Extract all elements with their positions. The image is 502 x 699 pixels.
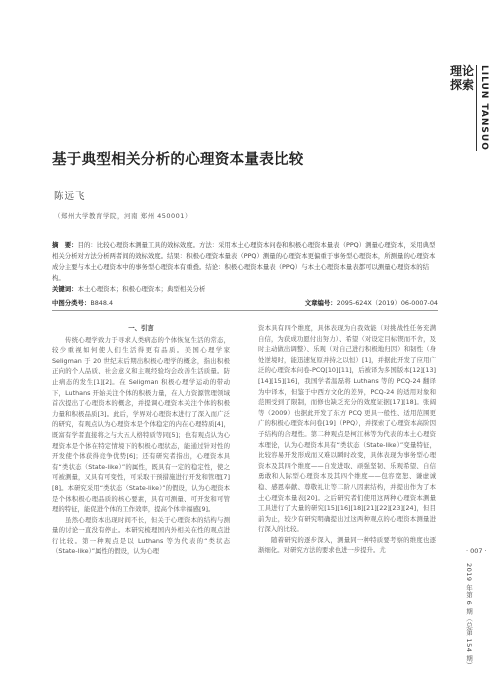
clc-value: B848.4	[90, 299, 114, 307]
body-paragraph: 随着研究的逐步深入，测量同一种特质要考察的维度也逐渐细化。对研究方法的要求也进一步提升。尤	[258, 535, 436, 555]
doc-id	[305, 298, 438, 307]
affiliation: （郑州大学教育学院，河南 郑州 450001）	[54, 212, 192, 220]
body-paragraph: 资本具有四个维度，具体表现为自我效能（对挑战性任务充满自信，为获成功愿付出努力）、希望（对设定目标锲而不舍，及时主动做出调整）、乐观（对自己进行积极地归因）和韧性（身处逆境时，能迅速复原并持之以恒）[1]，并据此开发了应用广泛的心理资本问卷-PCQ[10][11]，后被译为多国版本[12][13][14][15][16]，我国学者温磊将 Luthans 等的 PCQ-24 翻译为中译本，但鉴于中西方文化的差异，PCQ-24 的适用对象和范围受到了限制，而修也缺乏充分的效度证据[17][18]。张阔等（2009）也据此开发了东方 PCQ 更具一般性、适用范围更广的积极心理资本问卷[19]（PPQ），并探索了心理资本高阶因子结构的合理性。第二种观点是柯江林等为代表的本土心理资本理论，认为心理资本具有“类状态（State-like）”变量特征，比较容易开发形成而又难以瞬时改变，具体表现为事务型心理资本及其四个维度——自发进取、顽强坚韧、乐观希望、自信勇敢和人际型心理资本及其四个维度——包容宽恕、谦虚诚稳、感恩奉献、尊敬礼让等二阶八因素结构，并提出作为了本土心理资本量表[20]。之后研究者们使用这两种心理资本测量工具进行了大量的研究[15][16][18][21][22][23][24]，但目前为止，较少有研究明确提出过这两种观点的心理资本测量进行深入的比较。	[258, 324, 436, 534]
keywords-label: 关键词：	[52, 285, 78, 293]
doc-id-value: 2095-624X（2019）06-0007-04	[336, 299, 438, 307]
keywords	[52, 284, 438, 295]
section-label-en: LILUN TANSUO	[476, 65, 489, 151]
abstract	[52, 240, 438, 284]
clc-label: 中图分类号：	[52, 299, 91, 307]
author: 陈远飞	[54, 191, 86, 202]
right-column	[258, 323, 436, 556]
body-paragraph: 传统心理学致力于寻求人类病态的个体恢复生活的常态，较少重视如何使人们生活得更有品质。美国心理学家 Seligman 于 20 世纪末后期出积极心理学的概念，指出积极正向的个人品质、社会意义和主观经验均会改善生活质量。防止病态的发生[1][2]。在 Seligman 积极心理学运动的带动下，Luthans 开始关注个体的积极力量，在人力资源管理领域首次提出了心理资本的概念，并提调心理资本关注个体的积极力量和积极品质[3]。此后，学界对心理资本进行了深入而广泛的研究，有观点认为心理资本是个体稳定的内在心理特质[4]，既富有学者直接将之与大五人格特质等同[5]；也有观点认为心理资本是个体在特定情境下的积极心理状态，能通过针对性的开发使个体获得竞争优势[6]；还有研究者指出，心理资本具有“类状态（State-like）”的属性，既具有一定的稳定性，使之可被测量，又具有可变性，可采取干预措施进行开发和管理[7][8]。本研究采用“类状态（State-like）”的假设，认为心理资本是个体积极心理品质的核心要素，具有可测量、可开发和可管理的特征，能促进个体的工作效率，提高个体幸福感[9]。	[52, 335, 230, 514]
body-paragraph: 虽然心理资本出现时间不长，但关于心理资本的结构与测量的讨论一直没有停止。本研究梳理国内外相关在性的观点进行比较。第一种观点是以 Luthans 等为代表的“类状态（State-like）”属性的假设，认为心理	[52, 515, 230, 556]
left-column	[52, 323, 230, 557]
abstract-label: 摘 要：	[52, 241, 78, 249]
article-ids	[52, 298, 438, 307]
issue-info: 2019 年第 6 期（总第 154 期）	[465, 563, 473, 669]
section-label-cn: 理论探索	[450, 64, 475, 92]
article-title: 基于典型相关分析的心理资本量表比较	[52, 152, 304, 168]
section-heading: 一、引言	[128, 324, 154, 332]
divider	[52, 310, 438, 311]
keywords-text: 本土心理资本；积极心理资本；典型相关分析	[77, 285, 206, 293]
page-number: · 007 ·	[466, 547, 487, 555]
abstract-block	[52, 240, 438, 295]
abstract-text: 目的：比较心理资本测量工具的效标效度。方法：采用本土心理资本问卷和积极心理资本量表（PPQ）测量心理资本，采用典型相关分析对方法分析两者间的效标效度。结果：积极心理资本量表（PPQ）测量的心理资本更偏重于事务型心理资本，所测量的心理资本成分主要与本土心理资本中的事务型心理资本有重叠。结论：积极心理资本量表（PPQ）与本土心理资本量表都可以测量心理资本的结构。	[52, 241, 436, 282]
doc-id-label: 文章编号：	[304, 299, 337, 307]
